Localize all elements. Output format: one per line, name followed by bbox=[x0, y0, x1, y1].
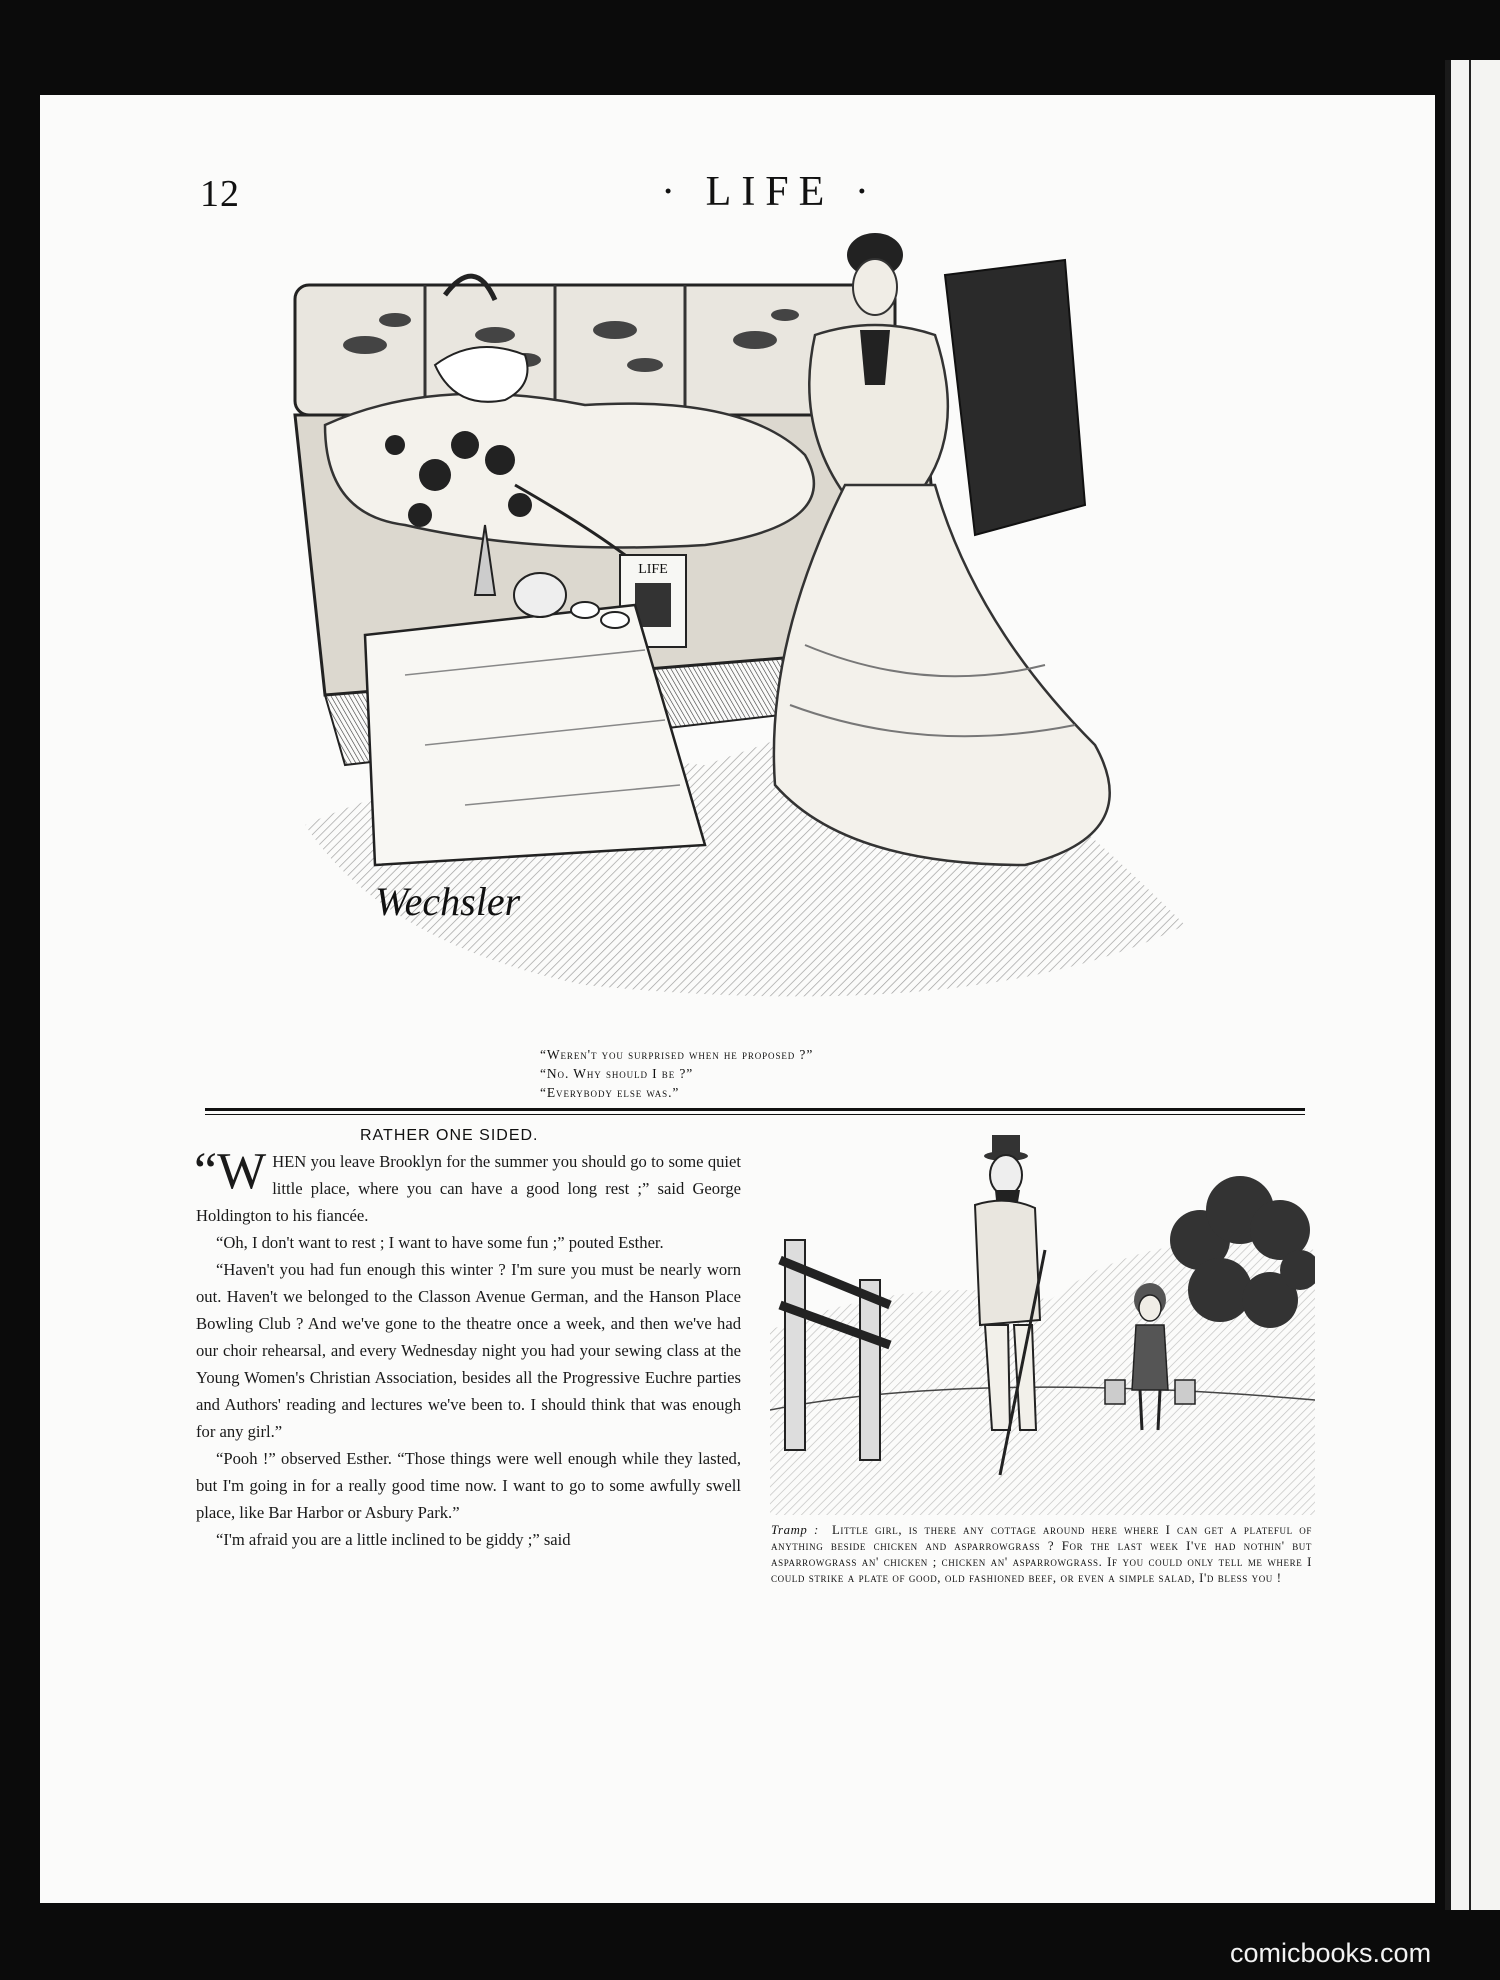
masthead-title: · LIFE · bbox=[661, 169, 879, 215]
tramp-speaker: Tramp : bbox=[771, 1523, 819, 1537]
caption-line: “Weren't you surprised when he proposed ?” bbox=[540, 1047, 814, 1062]
article-text bbox=[194, 1143, 741, 1553]
tramp-caption bbox=[771, 1522, 1312, 1586]
site-watermark: comicbooks.com bbox=[1230, 1938, 1432, 1968]
tramp-illustration bbox=[770, 1130, 1315, 1515]
main-illustration-caption bbox=[540, 1045, 1020, 1102]
article-paragraph: “I'm afraid you are a little inclined to be giddy ;” said bbox=[216, 1530, 571, 1549]
caption-line: “Everybody else was.” bbox=[540, 1085, 680, 1100]
adjacent-page-edge bbox=[1445, 60, 1500, 1910]
page-number: 12 bbox=[200, 173, 240, 215]
article-title: RATHER ONE SIDED. bbox=[360, 1127, 539, 1144]
magazine-prop-label: LIFE bbox=[638, 562, 668, 577]
artist-signature: Wechsler bbox=[375, 879, 521, 924]
article-paragraph: “Pooh !” observed Esther. “Those things were well enough while they lasted, but I'm going in for a really good time now. I want to go to some awfully swell place, like Bar Harbor or Asbury Park.” bbox=[196, 1449, 741, 1522]
section-rule-top bbox=[205, 1108, 1305, 1111]
section-rule-bottom bbox=[205, 1114, 1305, 1115]
article-paragraph: “Haven't you had fun enough this winter ? I'm sure you must be nearly worn out. Haven't we belonged to the Classon Avenue German, and the Hanson Place Bowling Club ? And we've gone to the theatre once a week, and then we've had our choir rehearsal, and every Wednesday night you had your sewing class at the Young Women's Christian Association, besides all the Progressive Euchre parties and Authors' reading and lectures we've been to. I should think that was enough for any girl.” bbox=[196, 1260, 741, 1441]
caption-line: “No. Why should I be ?” bbox=[540, 1066, 694, 1081]
tramp-caption-text: Little girl, is there any cottage around here where I can get a plateful of anything beside chicken and asparrowgrass ? For the last week I've had nothin' but asparrowgrass an' chicken ; chicken an' asparrowgrass. If you could only tell me where I could strike a plate of good, old fashioned beef, or even a simple salad, I'd bless you ! bbox=[771, 1523, 1312, 1585]
article-paragraph: “W HEN you leave Brooklyn for the summer you should go to some quiet little place, where you can have a good long rest ;” said George Holdington to his fiancée. bbox=[194, 1143, 741, 1225]
main-illustration bbox=[285, 225, 1225, 1025]
page-edge-line bbox=[1469, 60, 1471, 1910]
article-paragraph: “Oh, I don't want to rest ; I want to have some fun ;” pouted Esther. bbox=[216, 1233, 664, 1252]
drop-cap: “W bbox=[194, 1143, 267, 1200]
